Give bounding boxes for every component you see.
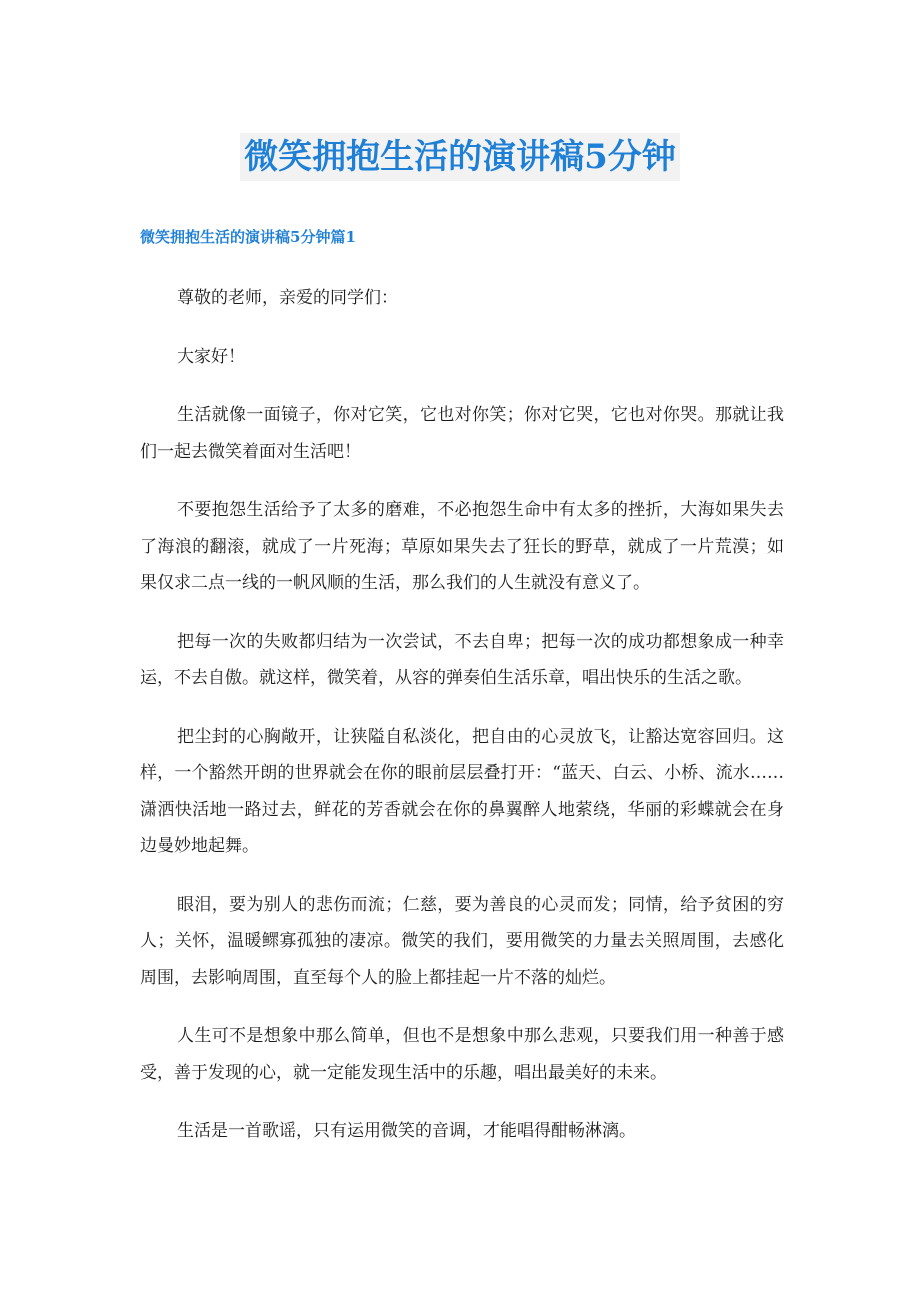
paragraph-mirror: 生活就像一面镜子，你对它笑，它也对你笑；你对它哭，它也对你哭。那就让我们一起去微笑着面对生活吧！	[140, 405, 784, 462]
body-content	[140, 280, 784, 1172]
paragraph-hello: 大家好！	[177, 346, 245, 367]
title-container	[0, 133, 920, 181]
section-heading: 微笑拥抱生活的演讲稿5分钟篇1	[140, 228, 356, 246]
page-title: 微笑拥抱生活的演讲稿5分钟	[240, 133, 680, 181]
paragraph-open-heart: 把尘封的心胸敞开，让狭隘自私淡化，把自由的心灵放飞，让豁达宽容回归。这样，一个豁然开朗的世界就会在你的眼前层层叠打开：“蓝天、白云、小桥、流水……潇洒快活地一路过去，鲜花的芳香就会在你的鼻翼醉人地萦绕，华丽的彩蝶就会在身边曼妙地起舞。	[140, 726, 784, 856]
paragraph-hardship: 不要抱怨生活给予了太多的磨难，不必抱怨生命中有太多的挫折，大海如果失去了海浪的翻滚，就成了一片死海；草原如果失去了狂长的野草，就成了一片荒漠；如果仅求二点一线的一帆风顺的生活，那么我们的人生就没有意义了。	[140, 500, 784, 593]
paragraph-greeting: 尊敬的老师，亲爱的同学们：	[177, 288, 398, 308]
paragraph-song: 生活是一首歌谣，只有运用微笑的音调，才能唱得酣畅淋漓。	[177, 1121, 636, 1141]
paragraph-life-view: 人生可不是想象中那么简单，但也不是想象中那么悲观，只要我们用一种善于感受，善于发现的心，就一定能发现生活中的乐趣，唱出最美好的未来。	[140, 1026, 784, 1083]
paragraph-compassion: 眼泪，要为别人的悲伤而流；仁慈，要为善良的心灵而发；同情，给予贫困的穷人；关怀，温暖鳏寡孤独的凄凉。微笑的我们，要用微笑的力量去关照周围，去感化周围，去影响周围，直至每个人的脸上都挂起一片不落的灿烂。	[140, 894, 784, 988]
paragraph-failure: 把每一次的失败都归结为一次尝试，不去自卑；把每一次的成功都想象成一种幸运，不去自傲。就这样，微笑着，从容的弹奏伯生活乐章，唱出快乐的生活之歌。	[140, 631, 784, 688]
